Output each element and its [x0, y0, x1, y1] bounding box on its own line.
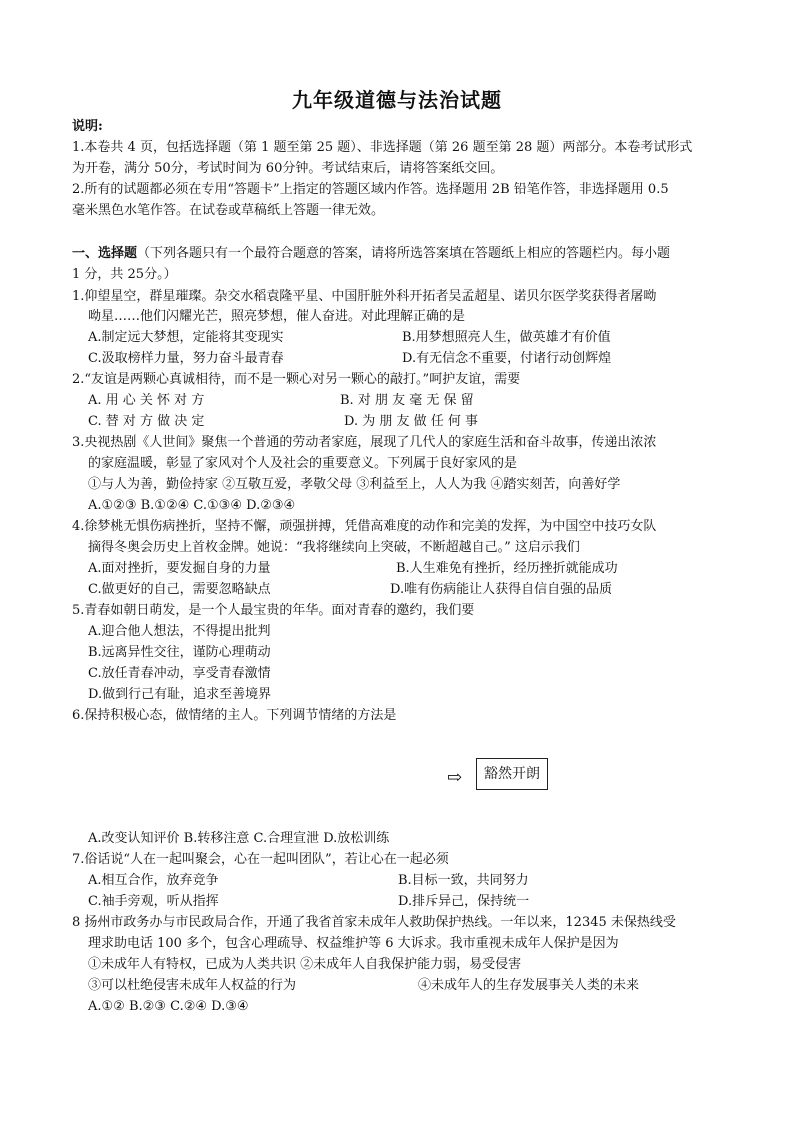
question-1-option-c: C.汲取榜样力量，努力奋斗最青春 [88, 351, 284, 366]
question-7-option-d: D.排斥异己，保持统一 [398, 894, 530, 909]
section-instructions: （下列各题只有一个最符合题意的答案，请将所选答案填在答题纸上相应的答题栏内。每小题 [137, 246, 671, 261]
right-arrow-icon: ⇨ [447, 767, 463, 788]
note-line-1b: 为开卷，满分 50分，考试时间为 60分钟。考试结束后，请将答案纸交回。 [72, 161, 504, 176]
question-8-line-d2: ④未成年人的生存发展事关人类的未来 [418, 978, 640, 993]
question-4-option-d: D.唯有伤病能让人获得自信自强的品质 [390, 582, 613, 597]
section-heading: 一、选择题 [72, 246, 138, 261]
question-7-option-a: A.相互合作，放弃竞争 [88, 873, 219, 888]
question-3-line-a: 3.央视热剧《人世间》聚焦一个普通的劳动者家庭，展现了几代人的家庭生活和奋斗故事，传递出浓浓 [72, 435, 657, 450]
note-line-2a: 2.所有的试题都必须在专用“答题卡”上指定的答题区域内作答。选择题用 2B 铅笔作答，非选择题用 0.5 [72, 182, 669, 197]
question-3-options: A.①②③ B.①②④ C.①③④ D.②③④ [88, 498, 296, 513]
question-4-option-a: A.面对挫折，要发掘自身的力量 [88, 561, 271, 576]
question-5-line-a: 5.青春如朝日萌发，是一个人最宝贵的年华。面对青春的邀约，我们要 [72, 603, 475, 618]
question-8-line-a: 8 扬州市政务办与市民政局合作，开通了我省首家未成年人救助保护热线。一年以来，12345 未保热线受 [72, 915, 676, 930]
note-line-1a: 1.本卷共 4 页，包括选择题（第 1 题至第 25 题）、非选择题（第 26 题至第 28 题）两部分。本卷考试形式 [72, 140, 693, 155]
question-7-option-c: C.袖手旁观，听从指挥 [88, 894, 219, 909]
question-7-option-b: B.目标一致，共同努力 [398, 873, 529, 888]
question-2-option-c: C. 替 对 方 做 决 定 [88, 414, 205, 429]
question-5-option-a: A.迎合他人想法，不得提出批判 [88, 624, 271, 639]
question-1-line-b: 呦星……他们闪耀光芒，照亮梦想，催人奋进。对此理解正确的是 [88, 309, 466, 324]
question-2-option-d: D. 为 朋 友 做 任 何 事 [344, 414, 479, 429]
question-6-result-box: 豁然开朗 [476, 758, 548, 790]
question-8-line-d1: ③可以杜绝侵害未成年人权益的行为 [88, 978, 297, 993]
question-4-option-b: B.人生难免有挫折，经历挫折就能成功 [396, 561, 618, 576]
question-4-line-a: 4.徐梦桃无惧伤病挫折，坚持不懈，顽强拼搏，凭借高难度的动作和完美的发挥，为中国空中技巧女队 [72, 519, 657, 534]
question-3-line-b: 的家庭温暖，彰显了家风对个人及社会的重要意义。下列属于良好家风的是 [88, 456, 518, 471]
section-heading-line [72, 245, 670, 263]
question-6-line-a: 6.保持积极心态，做情绪的主人。下列调节情绪的方法是 [72, 708, 397, 723]
question-1-line-a: 1.仰望星空，群星璀璨。杂交水稻袁隆平星、中国肝脏外科开拓者吴孟超星、诺贝尔医学奖获得者屠呦 [72, 289, 657, 304]
question-4-line-b: 摘得冬奥会历史上首枚金牌。她说：“我将继续向上突破，不断超越自己。” 这启示我们 [88, 540, 580, 555]
question-3-line-c: ①与人为善，勤俭持家 ②互敬互爱，孝敬父母 ③利益至上，人人为我 ④踏实刻苦，向善好学 [88, 477, 621, 492]
question-6-options: A.改变认知评价 B.转移注意 C.合理宣泄 D.放松训练 [88, 831, 390, 846]
question-5-option-c: C.放任青春冲动，享受青春激情 [88, 666, 271, 681]
question-1-option-b: B.用梦想照亮人生，做英雄才有价值 [402, 330, 611, 345]
question-8-line-c: ①未成年人有特权，已成为人类共识 ②未成年人自我保护能力弱，易受侵害 [88, 957, 522, 972]
note-heading: 说明: [72, 119, 103, 134]
question-2-option-a: A. 用 心 关 怀 对 方 [88, 393, 205, 408]
question-1-option-a: A.制定远大梦想，定能将其变现实 [88, 330, 284, 345]
question-2-line-a: 2.“友谊是两颗心真诚相待，而不是一颗心对另一颗心的敲打。”呵护友谊，需要 [72, 372, 521, 387]
section-instructions-b: 1 分，共 25分。） [72, 267, 177, 282]
question-7-line-a: 7.俗话说“人在一起叫聚会，心在一起叫团队”，若让心在一起必须 [72, 852, 449, 867]
page-title: 九年级道德与法治试题 [292, 88, 502, 112]
note-line-2b: 毫米黑色水笔作答。在试卷或草稿纸上答题一律无效。 [72, 203, 385, 218]
question-2-option-b: B. 对 朋 友 毫 无 保 留 [340, 393, 474, 408]
question-5-option-d: D.做到行己有耻，追求至善境界 [88, 687, 272, 702]
question-8-line-b: 理求助电话 100 多个，包含心理疏导、权益维护等 6 大诉求。我市重视未成年人保护是因为 [88, 936, 619, 951]
question-4-option-c: C.做更好的自己，需要忽略缺点 [88, 582, 271, 597]
question-8-options: A.①② B.②③ C.②④ D.③④ [88, 999, 249, 1014]
question-5-option-b: B.远离异性交往，谨防心理萌动 [88, 645, 271, 660]
question-1-option-d: D.有无信念不重要，付诸行动创辉煌 [402, 351, 612, 366]
